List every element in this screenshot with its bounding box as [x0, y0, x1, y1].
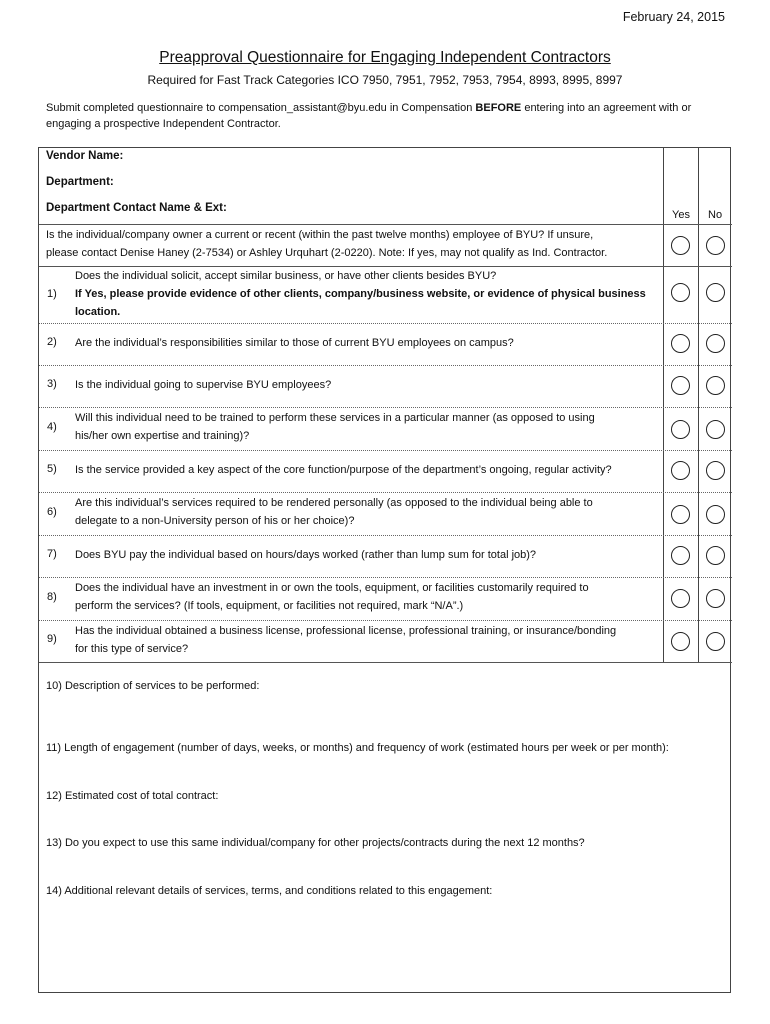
question-4-text [75, 409, 655, 445]
q4-no-radio[interactable] [706, 420, 725, 439]
q2-no-radio[interactable] [706, 334, 725, 353]
question-number: 4) [47, 421, 57, 433]
row-divider [39, 323, 732, 324]
description-of-services-label: 10) Description of services to be performed: [46, 680, 260, 692]
question-number: 7) [47, 548, 57, 560]
q1-yes-radio[interactable] [671, 283, 690, 302]
question-line-bold: location. [75, 306, 121, 318]
question-8-text [75, 579, 655, 615]
estimated-cost-label: 12) Estimated cost of total contract: [46, 790, 219, 802]
q3-no-radio[interactable] [706, 376, 725, 395]
question-line-bold: If Yes, please provide evidence of other clients, company/business website, or evidence of physical business [75, 288, 646, 300]
question-line: delegate to a non-University person of his or her choice)? [75, 515, 355, 527]
q6-no-radio[interactable] [706, 505, 725, 524]
question-3-text: Is the individual going to supervise BYU employees? [75, 379, 332, 391]
question-line: for this type of service? [75, 643, 189, 655]
intro-question-line: Is the individual/company owner a current or recent (within the past twelve months) employee of BYU? If unsure, [46, 229, 594, 241]
row-divider [39, 407, 732, 408]
intro-question-row [39, 226, 663, 266]
department-contact-label: Department Contact Name & Ext: [46, 202, 227, 214]
q2-yes-radio[interactable] [671, 334, 690, 353]
intro-yes-radio[interactable] [671, 236, 690, 255]
q5-no-radio[interactable] [706, 461, 725, 480]
row-divider [39, 365, 732, 366]
row-divider [39, 620, 732, 621]
question-line: Will this individual need to be trained to perform these services in a particular manner (as opposed to using [75, 412, 595, 424]
document-title: Preapproval Questionnaire for Engaging Independent Contractors [159, 49, 611, 66]
repeat-use-label: 13) Do you expect to use this same individual/company for other projects/contracts during the next 12 months? [46, 837, 585, 849]
question-line: Has the individual obtained a business license, professional license, professional training, or insurance/bonding [75, 625, 617, 637]
question-9-text [75, 622, 655, 658]
q8-no-radio[interactable] [706, 589, 725, 608]
no-column-divider [698, 148, 699, 662]
q8-yes-radio[interactable] [671, 589, 690, 608]
submit-text-post: entering into an agreement with or engaging a prospective Independent Contractor. [46, 102, 692, 130]
document-subtitle: Required for Fast Track Categories ICO 7950, 7951, 7952, 7953, 7954, 8993, 8995, 8997 [147, 73, 623, 87]
row-divider [39, 577, 732, 578]
q6-yes-radio[interactable] [671, 505, 690, 524]
question-number: 8) [47, 591, 57, 603]
question-5-text: Is the service provided a key aspect of the core function/purpose of the department’s ongoing, regular activity? [75, 464, 612, 476]
question-6-text [75, 494, 655, 530]
row-divider [39, 492, 732, 493]
question-line: perform the services? (If tools, equipment, or facilities not required, mark “N/A”.) [75, 600, 464, 612]
yes-column-header: Yes [672, 209, 690, 221]
intro-question-text [46, 226, 658, 262]
question-7-text: Does BYU pay the individual based on hours/days worked (rather than lump sum for total job)? [75, 549, 537, 561]
length-of-engagement-label: 11) Length of engagement (number of days, weeks, or months) and frequency of work (estimated hours per week or per month): [46, 742, 669, 754]
q7-no-radio[interactable] [706, 546, 725, 565]
question-line: his/her own expertise and training)? [75, 430, 250, 442]
q9-no-radio[interactable] [706, 632, 725, 651]
question-number: 6) [47, 506, 57, 518]
submit-instructions [46, 100, 736, 132]
q1-no-radio[interactable] [706, 283, 725, 302]
row-divider [39, 662, 732, 663]
additional-details-label: 14) Additional relevant details of services, terms, and conditions related to this engagement: [46, 885, 493, 897]
document-date: February 24, 2015 [622, 10, 725, 24]
row-divider [39, 535, 732, 536]
row-divider [39, 224, 732, 225]
question-number: 2) [47, 336, 57, 348]
question-number: 5) [47, 463, 57, 475]
question-number: 3) [47, 378, 57, 390]
intro-question-line: please contact Denise Haney (2-7534) or Ashley Urquhart (2-0220). Note: If yes, may not qualify as Ind. Contractor. [46, 247, 608, 259]
question-number: 9) [47, 633, 57, 645]
q7-yes-radio[interactable] [671, 546, 690, 565]
submit-text-pre: Submit completed questionnaire to compensation_assistant@byu.edu in Compensation [46, 102, 476, 114]
q5-yes-radio[interactable] [671, 461, 690, 480]
question-1-text [75, 267, 655, 321]
q9-yes-radio[interactable] [671, 632, 690, 651]
question-line: Does the individual solicit, accept similar business, or have other clients besides BYU? [75, 270, 497, 282]
q3-yes-radio[interactable] [671, 376, 690, 395]
intro-no-radio[interactable] [706, 236, 725, 255]
question-2-text: Are the individual’s responsibilities similar to those of current BYU employees on campus? [75, 337, 514, 349]
department-label: Department: [46, 176, 114, 188]
question-number: 1) [47, 288, 57, 300]
question-line: Does the individual have an investment in or own the tools, equipment, or facilities customarily required to [75, 582, 589, 594]
q4-yes-radio[interactable] [671, 420, 690, 439]
questionnaire-form [38, 147, 731, 993]
submit-text-bold: BEFORE [475, 102, 522, 114]
yes-column-divider [663, 148, 664, 662]
row-divider [39, 450, 732, 451]
question-line: Are this individual’s services required to be rendered personally (as opposed to the individual being able to [75, 497, 593, 509]
vendor-name-label: Vendor Name: [46, 150, 124, 162]
no-column-header: No [708, 209, 723, 221]
